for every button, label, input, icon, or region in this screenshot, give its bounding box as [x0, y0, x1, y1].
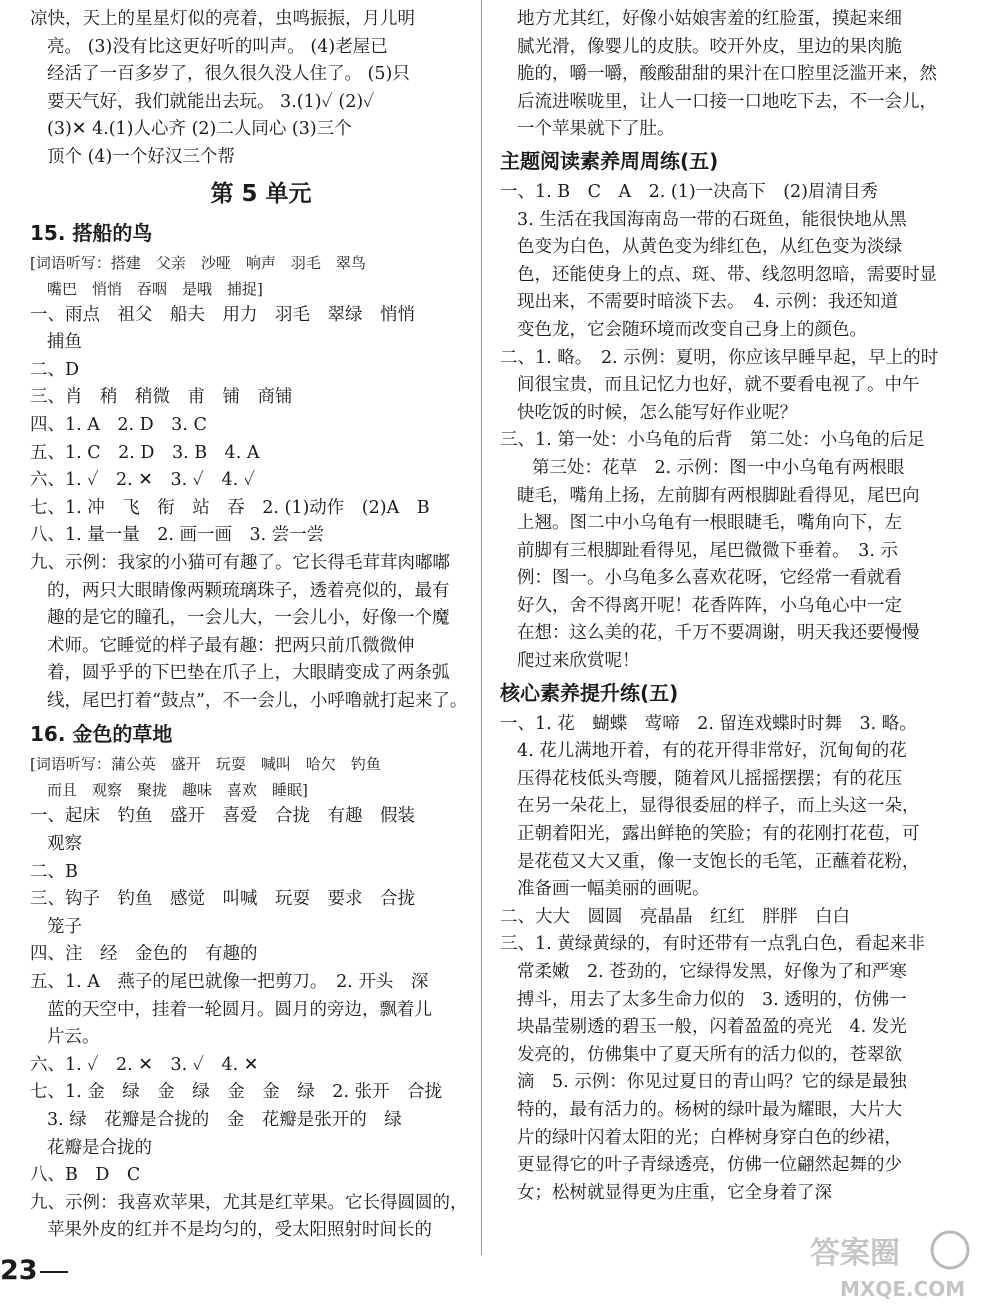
answer-line: 三、1. 第一处：小乌龟的后背 第二处：小乌龟的后足 — [500, 430, 925, 451]
answer-line: 九、示例：我喜欢苹果，尤其是红苹果。它长得圆圆的， — [30, 1192, 468, 1213]
answer-line: 二、大大 圆圆 亮晶晶 红红 胖胖 白白 — [500, 906, 850, 927]
answer-line: 滴 5. 示例：你见过夏日的青山吗？它的绿是最独 — [517, 1072, 907, 1093]
right-top-lines — [500, 6, 962, 144]
answer-line: 现出来，不需要时暗淡下去。 4. 示例：我还知道 — [517, 292, 899, 313]
text-line: 亮。 (3)没有比这更好听的叫声。 (4)老屋已 — [47, 36, 388, 57]
answer-line: 上翘。图二中小乌龟有一根眼睫毛，嘴角向下，左 — [517, 513, 902, 534]
answer-line: 二、B — [30, 861, 78, 882]
answer-line: 在另一朵花上，显得很委屈的样子，而上头这一朵， — [517, 796, 920, 817]
answer-line: 的，两只大眼睛像两颗琉璃珠子，透着亮似的，最有 — [47, 580, 450, 601]
answer-line: 压得花枝低头弯腰，随着风儿摇摇摆摆；有的花压 — [517, 768, 902, 789]
answer-line: 一、1. B C A 2. (1)一决高下 (2)眉清目秀 — [500, 181, 878, 202]
answer-line: 四、注 经 金色的 有趣的 — [30, 944, 258, 965]
text-line: 地方尤其红，好像小姑娘害羞的红脸蛋，摸起来细 — [517, 9, 902, 29]
watermark-circle — [932, 1232, 968, 1268]
left-top-lines — [30, 6, 492, 172]
watermark-logo-text: 答案圈 — [810, 1236, 900, 1271]
answer-line: 间很宝贵，而且记忆力也好，就不要看电视了。中午 — [517, 375, 920, 396]
vocab-line: [词语听写：搭建 父亲 沙哑 响声 羽毛 翠鸟 — [30, 253, 366, 272]
text-line: 后流进喉咙里，让人一口接一口地吃下去，不一会儿， — [517, 91, 937, 112]
lesson-16-answers — [30, 803, 492, 1245]
answer-line: 花瓣是合拢的 — [47, 1137, 152, 1158]
answer-line: 3. 绿 花瓣是合拢的 金 花瓣是张开的 绿 — [47, 1110, 402, 1130]
answer-line: 四、1. A 2. D 3. C — [30, 414, 207, 435]
left-column — [30, 6, 492, 1245]
answer-line: 六、1. ✓ 2. ✕ 3. ✓ 4. ✓ — [30, 470, 256, 491]
weekly-practice-title: 主题阅读素养周周练(五) — [500, 148, 719, 173]
answer-line: 三、肖 稍 稍微 甫 铺 商铺 — [30, 387, 293, 408]
text-line: 一个苹果就下了肚。 — [517, 119, 675, 140]
answer-line: 捕鱼 — [47, 332, 82, 353]
answer-line: 一、雨点 祖父 船夫 用力 羽毛 翠绿 悄悄 — [30, 304, 415, 325]
answer-line: 蓝的天空中，挂着一轮圆月。圆月的旁边，飘着儿 — [47, 999, 432, 1020]
answer-line: 七、1. 金 绿 金 绿 金 金 绿 2. 张开 合拢 — [30, 1082, 443, 1103]
answer-line: 观察 — [47, 834, 82, 855]
watermark-url: MXQE.COM — [840, 1277, 966, 1301]
answer-line: 片的绿叶闪着太阳的光；白桦树身穿白色的纱裙， — [517, 1127, 902, 1148]
answer-line: 前脚有三根脚趾看得见，尾巴微微下垂着。 3. 示 — [517, 540, 899, 561]
answer-line: 三、钩子 钓鱼 感觉 叫喊 玩耍 要求 合拢 — [30, 889, 415, 910]
answer-line: 3. 生活在我国海南岛一带的石斑鱼，能很快地从黑 — [517, 209, 907, 230]
answer-line: 更显得它的叶子青绿透亮，仿佛一位翩然起舞的少 — [517, 1155, 902, 1176]
answer-line: 第三处：花草 2. 示例：图一中小乌龟有两根眼 — [532, 457, 905, 478]
answer-line: 睫毛，嘴角上扬，左前脚有两根脚趾看得见，尾巴向 — [517, 485, 920, 506]
answer-line: 正朝着阳光，露出鲜艳的笑脸；有的花刚打花苞，可 — [517, 824, 920, 845]
right-column — [500, 6, 962, 1207]
answer-line: 八、1. 量一量 2. 画一画 3. 尝一尝 — [30, 525, 325, 546]
text-line: 要天气好，我们就能出去玩。 3.(1)✓ (2)✓ — [47, 91, 375, 112]
text-line: (3)✕ 4.(1)人心齐 (2)二人同心 (3)三个 — [47, 119, 352, 140]
answer-line: 女；松树就显得更为庄重，它全身着了深 — [517, 1182, 832, 1203]
answer-line: 色变为白色，从黄色变为绯红色，从红色变为淡绿 — [517, 237, 902, 258]
answer-line: 趣的是它的瞳孔，一会儿大，一会儿小，好像一个魔 — [47, 608, 450, 629]
lesson-16-title: 16. 金色的草地 — [30, 722, 173, 747]
text-line: 脆的，嚼一嚼，酸酸甜甜的果汁在口腔里泛滥开来，然 — [517, 64, 937, 85]
answer-line: 五、1. A 燕子的尾巴就像一把剪刀。 2. 开头 深 — [30, 972, 429, 993]
answer-line: 常柔嫩 2. 苍劲的，它绿得发黑，好像为了和严寒 — [517, 962, 907, 982]
answer-line: 特的，最有活力的。杨树的绿叶最为耀眼，大片大 — [517, 1099, 902, 1120]
page-number-dash — [40, 1271, 68, 1273]
answer-line: 好久，舍不得离开呢！花香阵阵，小乌龟心中一定 — [517, 595, 902, 616]
answer-line: 二、1. 略。 2. 示例：夏明，你应该早睡早起，早上的时 — [500, 347, 939, 368]
answer-line: 色，还能使身上的点、斑、带、线忽明忽暗，需要时显 — [517, 264, 937, 285]
vocab-line: [词语听写：蒲公英 盛开 玩耍 喊叫 哈欠 钓鱼 — [30, 755, 381, 774]
answer-line: 八、B D C — [30, 1165, 141, 1186]
answer-line: 片云。 — [47, 1027, 100, 1048]
answer-line: 块晶莹剔透的碧玉一般，闪着盈盈的亮光 4. 发光 — [517, 1017, 907, 1038]
answer-line: 七、1. 冲 飞 衔 站 吞 2. (1)动作 (2)A B — [30, 497, 430, 518]
text-line: 凉快，天上的星星灯似的亮着，虫鸣振振，月儿明 — [30, 9, 415, 29]
answer-line: 变色龙，它会随环境而改变自己身上的颜色。 — [517, 319, 867, 340]
answer-line: 六、1. ✓ 2. ✕ 3. ✓ 4. ✕ — [30, 1054, 259, 1075]
lesson-15-vocab — [30, 250, 492, 302]
answer-line: 4. 花儿满地开着，有的花开得非常好，沉甸甸的花 — [517, 741, 907, 762]
answer-line: 线，尾巴打着“鼓点”，不一会儿，小呼噜就打起来了。 — [47, 690, 468, 711]
core-literacy-answers — [500, 711, 962, 1208]
answer-line: 笼子 — [47, 916, 82, 937]
answer-line: 准备画一幅美丽的画呢。 — [517, 879, 710, 900]
column-divider — [481, 0, 482, 1255]
text-line: 顶个 (4)一个好汉三个帮 — [47, 146, 235, 167]
answer-line: 一、起床 钓鱼 盛开 喜爱 合拢 有趣 假装 — [30, 806, 415, 827]
answer-line: 搏斗，用去了太多生命力似的 3. 透明的，仿佛一 — [517, 989, 907, 1010]
answer-line: 在想：这么美的花，千万不要凋谢，明天我还要慢慢 — [517, 623, 920, 644]
answer-line: 五、1. C 2. D 3. B 4. A — [30, 442, 260, 463]
answer-line: 二、D — [30, 359, 80, 380]
lesson-15-answers — [30, 302, 492, 716]
answer-line: 九、示例：我家的小猫可有趣了。它长得毛茸茸肉嘟嘟 — [30, 552, 450, 573]
core-literacy-title: 核心素养提升练(五) — [500, 680, 679, 705]
lesson-15-title: 15. 搭船的鸟 — [30, 220, 153, 245]
vocab-line: 嘴巴 悄悄 吞咽 是哦 捕捉] — [47, 279, 263, 298]
answer-line: 爬过来欣赏呢！ — [517, 651, 640, 672]
answer-line: 术师。它睡觉的样子最有趣：把两只前爪微微伸 — [47, 635, 415, 656]
vocab-line: 而且 观察 聚拢 趣味 喜欢 睡眠] — [47, 781, 308, 800]
lesson-16-vocab — [30, 751, 492, 803]
weekly-practice-answers — [500, 179, 962, 676]
answer-line: 一、1. 花 蝴蝶 莺啼 2. 留连戏蝶时时舞 3. 略。 — [500, 713, 917, 734]
answer-line: 苹果外皮的红并不是均匀的，受太阳照射时间长的 — [47, 1220, 432, 1241]
answer-line: 三、1. 黄绿黄绿的，有时还带有一点乳白色，看起来非 — [500, 934, 925, 955]
answer-line: 是花苞又大又重，像一支饱长的毛笔，正蘸着花粉， — [517, 851, 920, 872]
unit-title: 第 5 单元 — [210, 180, 312, 207]
answer-line: 发亮的，仿佛集中了夏天所有的活力似的，苍翠欲 — [517, 1044, 902, 1065]
text-line: 腻光滑，像婴儿的皮肤。咬开外皮，里边的果肉脆 — [517, 36, 902, 57]
page-number: 23 — [0, 1255, 38, 1286]
answer-line: 着，圆乎乎的下巴垫在爪子上，大眼睛变成了两条弧 — [47, 663, 450, 684]
answer-line: 例：图一。小乌龟多么喜欢花呀，它经常一看就看 — [517, 568, 902, 589]
watermark-logo — [800, 1228, 990, 1303]
answer-line: 快吃饭的时候，怎么能写好作业呢？ — [517, 402, 797, 423]
text-line: 经活了一百多岁了，很久很久没人住了。 (5)只 — [47, 64, 410, 85]
